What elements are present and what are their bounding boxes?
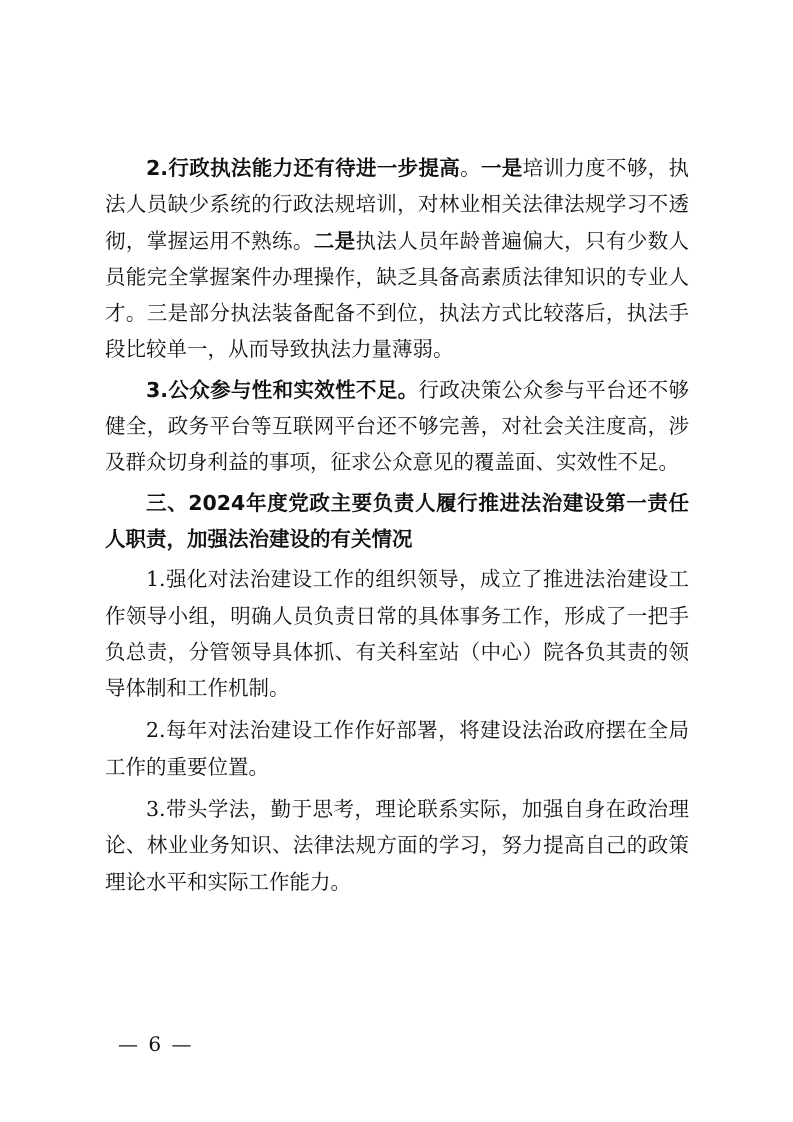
section-2-lead-2: 二是 [313,228,356,253]
document-body [105,150,689,900]
section-2-heading-punct: 。 [460,156,481,180]
part-3-heading: 三、2024年度党政主要负责人履行推进法治建设第一责任人职责，加强法治建设的有关情况 [105,490,689,551]
section-3-text: 行政决策公众参与平台还不够健全，政务平台等互联网平台还不够完善，对社会关注度高，涉及群众切身利益的事项，征求公众意见的覆盖面、实效性不足。 [105,377,690,475]
paragraph-section-3 [105,372,689,481]
page-number: — 6 — [118,1032,194,1056]
section-3-heading: 3.公众参与性和实效性不足。 [146,377,419,402]
section-2-text-1: 培训力度不够，执法人员缺少系统的行政法规培训，对林业相关法律法规学习不透彻，掌握运用不熟练。 [105,156,690,253]
item-2: 2.每年对法治建设工作作好部署，将建设法治政府摆在全局工作的重要位置。 [105,718,689,779]
paragraph-section-2 [105,150,689,368]
section-2-text-2: 执法人员年龄普遍偏大，只有少数人员能完全掌握案件办理操作，缺乏具备高素质法律知识的专业人才。三是部分执法装备配备不到位，执法方式比较落后，执法手段比较单一，从而导致执法力量薄弱。 [105,228,690,362]
section-2-heading: 2.行政执法能力还有待进一步提高 [146,156,461,180]
section-2-lead-1: 一是 [480,156,523,180]
item-3: 3.带头学法，勤于思考，理论联系实际，加强自身在政治理论、林业业务知识、法律法规方面的学习，努力提高自己的政策理论水平和实际工作能力。 [105,797,689,894]
item-1: 1.强化对法治建设工作的组织领导，成立了推进法治建设工作领导小组，明确人员负责日常的具体事务工作，形成了一把手负总责，分管领导具体抓、有关科室站（中心）院各负其责的领导体制和工作机制。 [105,567,689,701]
